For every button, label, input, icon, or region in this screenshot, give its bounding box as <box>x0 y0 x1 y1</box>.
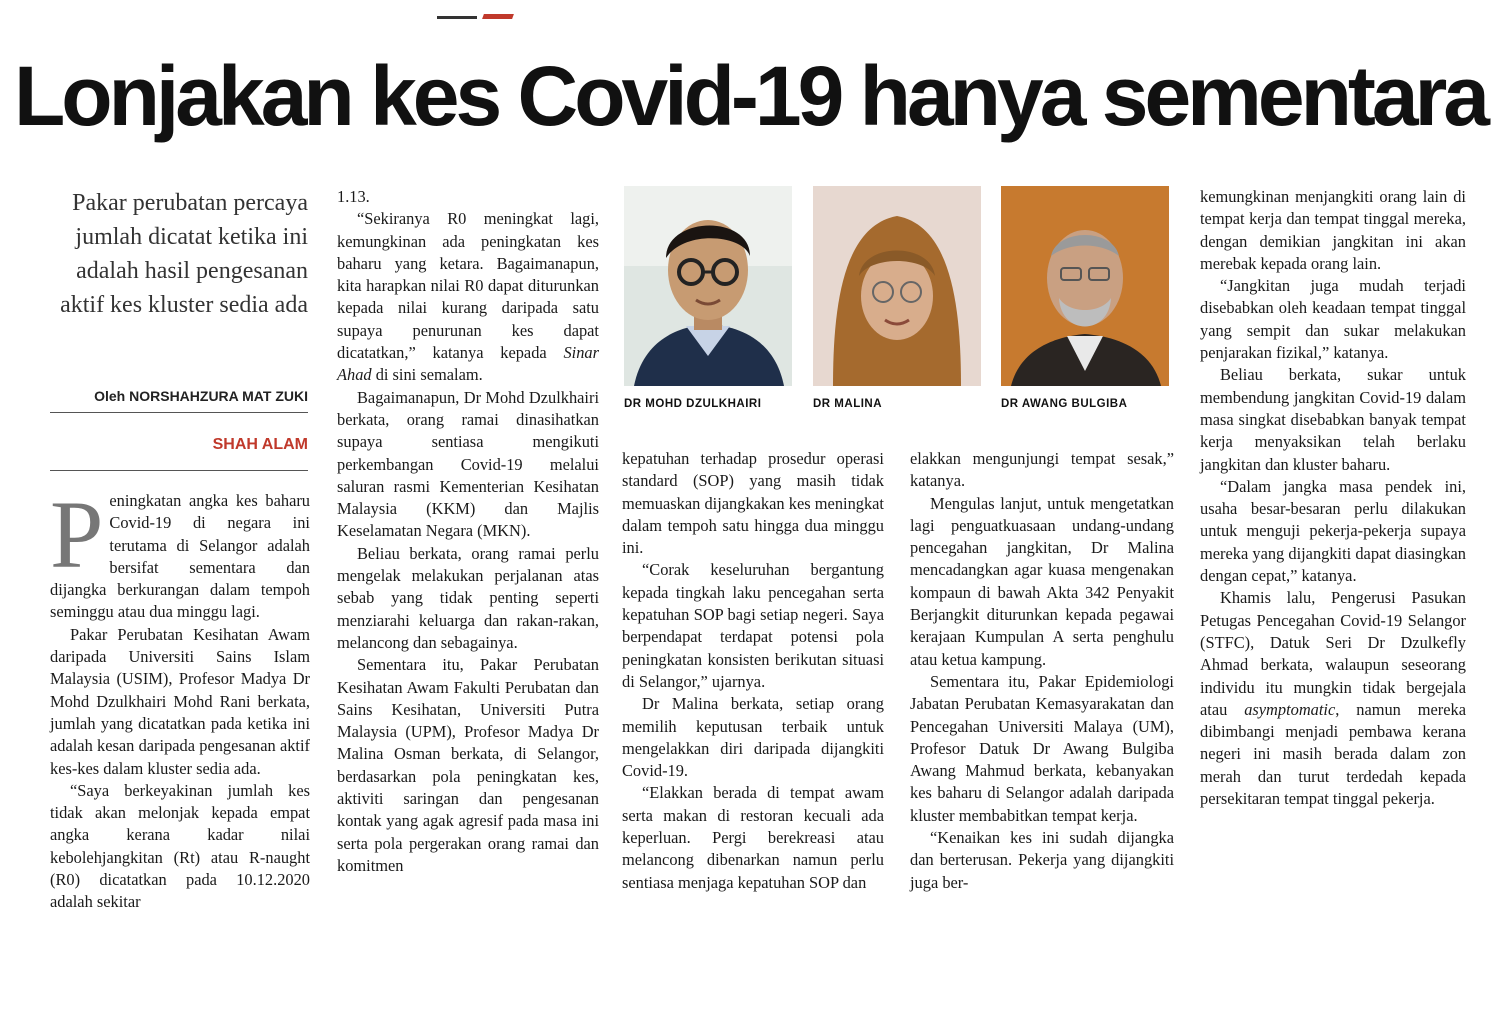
paragraph: Bagaimanapun, Dr Mohd Dzulkhairi berkata, orang ramai dinasihatkan supaya sentiasa mengikuti perkembangan Covid-19 melalui saluran rasmi Kementerian Kesihatan Malaysia (KKM) dan Majlis Keselamatan Negara (MKN). <box>337 387 599 541</box>
article-column-2 <box>337 186 599 877</box>
paragraph: Pakar Perubatan Kesihatan Awam daripada Universiti Sains Islam Malaysia (USIM), Profesor Madya Dr Mohd Dzulkhairi Mohd Rani berkata, jumlah yang dicatatkan pada ketika ini adalah kesan daripada pengesanan aktif kes-kes dalam kluster sedia ada. <box>50 624 310 778</box>
paragraph: “Dalam jangka masa pendek ini, usaha besar-besaran perlu dilakukan untuk menguji pekerja-pekerja supaya mereka yang dijangkiti dapat diasingkan dengan cepat,” katanya. <box>1200 476 1466 586</box>
paragraph: eningkatan angka kes baharu Covid-19 di negara ini terutama di Selangor adalah bersifat sementara dan dijangka berkurangan dalam tempoh seminggu atau dua minggu lagi. <box>50 491 310 622</box>
paragraph: kepatuhan terhadap prosedur operasi standard (SOP) yang masih tidak memuaskan dijangkakan kes meningkat dalam tempoh satu hingga dua minggu ini. <box>622 449 884 558</box>
headline: Lonjakan kes Covid-19 hanya sementara <box>14 49 1486 143</box>
text-run: “Sekiranya R0 meningkat lagi, kemungkinan ada peningkatan kes baharu yang ketara. Bagaimanapun, kita harapkan nilai R0 dapat diturunkan kepada nilai kurang daripada satu supaya penurunan kes dapat dicatatkan,” katanya kepada <box>337 209 599 363</box>
paragraph: “Jangkitan juga mudah terjadi disebabkan oleh keadaan tempat tinggal yang sempit dan sukar melakukan penjarakan fizikal,” katanya. <box>1200 276 1466 363</box>
divider <box>50 470 308 471</box>
text-run: , namun mereka dibimbangi menjadi pembawa kerana negeri ini masih berada dalam zon merah dan turut terdedah kepada persekitaran tempat tinggal pekerja. <box>1200 699 1466 809</box>
paragraph: “Elakkan berada di tempat awam serta makan di restoran kecuali ada keperluan. Pergi berekreasi atau melancong dibenarkan namun perlu sentiasa menjaga kepatuhan SOP dan <box>622 783 884 892</box>
paragraph: kemungkinan menjangkiti orang lain di tempat kerja dan tempat tinggal mereka, dengan demikian jangkitan ini akan merebak kepada orang lain. <box>1200 187 1466 273</box>
paragraph: elakkan mengunjungi tempat sesak,” katanya. <box>910 449 1174 491</box>
drop-cap: P <box>50 481 104 588</box>
paragraph <box>1200 587 1466 810</box>
paragraph: Mengulas lanjut, untuk mengetatkan lagi penguatkuasaan undang-undang pencegahan jangkitan, Dr Malina mencadangkan agar kuasa mengenakan kompaun di bawah Akta 342 Penyakit Berjangkit diturunkan kepada pegawai kerajaan Kumpulan A serta penghulu atau ketua kampung. <box>910 493 1174 669</box>
standfirst: Pakar perubatan percaya jumlah dicatat ketika ini adalah hasil pengesanan aktif kes kluster sedia ada <box>60 190 308 318</box>
paragraph: “Corak keseluruhan bergantung kepada tingkah laku pencegahan serta kepatuhan SOP bagi setiap negeri. Saya berpendapat terdapat potensi pola peningkatan konsisten berikutan situasi di Selangor,” ujarnya. <box>622 560 884 691</box>
photo-dr-malina <box>813 186 981 386</box>
byline: Oleh NORSHAHZURA MAT ZUKI <box>50 388 308 413</box>
photo-caption: DR MALINA <box>813 398 883 410</box>
dateline: SHAH ALAM <box>212 436 308 453</box>
paragraph: Beliau berkata, orang ramai perlu mengelak melakukan perjalanan atas sebab yang tidak penting seperti menziarahi keluarga dan rakan-rakan, melancong dan sebagainya. <box>337 543 599 652</box>
paragraph: “Saya berkeyakinan jumlah kes tidak akan melonjak kepada empat angka kerana kadar nilai kebolehjangkitan (Rt) atau R-naught (R0) dicatatkan pada 10.12.2020 adalah sekitar <box>50 780 310 912</box>
paragraph <box>337 208 599 386</box>
article-column-3 <box>622 448 884 894</box>
photo-dr-awang-bulgiba <box>1001 186 1169 386</box>
paragraph: Beliau berkata, sukar untuk membendung jangkitan Covid-19 dalam masa singkat disebabkan banyak tempat kerja menyaksikan telah berlaku jangkitan dan kluster baharu. <box>1200 365 1466 474</box>
paragraph: “Kenaikan kes ini sudah dijangka dan berterusan. Pekerja yang dijangkiti juga ber- <box>910 828 1174 892</box>
photo-dr-dzulkhairi <box>624 186 792 386</box>
article-column-4 <box>910 448 1174 894</box>
paragraph: Sementara itu, Pakar Epidemiologi Jabatan Perubatan Kemasyarakatan dan Pencegahan Universiti Malaya (UM), Profesor Datuk Dr Awang Bulgiba Awang Mahmud berkata, kebanyakan kes baharu di Selangor adalah daripada kluster membabitkan tempat kerja. <box>910 671 1174 825</box>
photo-caption: DR MOHD DZULKHAIRI <box>624 398 762 410</box>
article-column-1 <box>50 481 310 914</box>
masthead-logo <box>437 14 517 22</box>
text-run: Khamis lalu, Pengerusi Pasukan Petugas Pencegahan Covid-19 Selangor (STFC), Datuk Seri Dr Dzulkefly Ahmad berkata, walaupun seseorang individu itu mungkin tidak bergejala atau <box>1200 588 1466 719</box>
paragraph: Sementara itu, Pakar Perubatan Kesihatan Awam Fakulti Perubatan dan Sains Kesihatan, Universiti Putra Malaysia (UPM), Profesor Madya Dr Malina Osman berkata, di Selangor, berdasarkan pola peningkatan kes, aktiviti saringan dan pengesanan kontak yang agak agresif pada masa ini serta pola pergerakan orang ramai dan komitmen <box>337 655 599 875</box>
text-run: di sini semalam. <box>371 365 483 385</box>
article-column-5 <box>1200 186 1466 810</box>
publication-name: Sinar Ahad <box>337 343 599 385</box>
paragraph: Dr Malina berkata, setiap orang memilih keputusan terbaik untuk mengelakkan diri daripada dijangkiti Covid-19. <box>622 694 884 781</box>
photo-caption: DR AWANG BULGIBA <box>1001 398 1128 410</box>
paragraph: 1.13. <box>337 187 370 206</box>
emphasis-term: asymptomatic <box>1244 699 1336 719</box>
